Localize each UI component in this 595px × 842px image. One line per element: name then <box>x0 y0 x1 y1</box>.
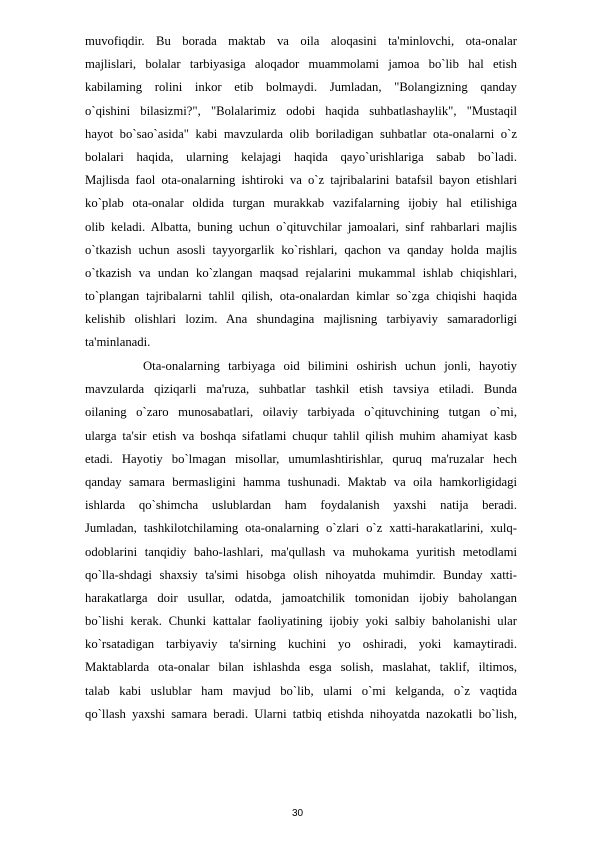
text-line: talab kabi uslublar ham mavjud bo`lib, ulami o`mi kelganda, o`z vaqtida <box>85 683 517 698</box>
text-line: o`tkazish va undan ko`zlangan maqsad rejalarini mukammal ishlab chiqishlari, <box>85 265 517 280</box>
text-line: ishlarda qo`shimcha uslublardan ham foydalanish yaxshi natija beradi. <box>85 498 517 513</box>
text-line: majlislari, bolalar tarbiyasiga aloqador muammolami jamoa bo`lib hal etish <box>85 57 517 72</box>
text-line: muvofiqdir. Bu borada maktab va oila aloqasini ta'minlovchi, ota-onalar <box>85 34 517 48</box>
text-line: qo`llash yaxshi samara beradi. Ularni tatbiq etishda nihoyatda nazokatli bo`lish, <box>85 706 517 721</box>
text-line: odoblarini tanqidiy baho-lashlari, ma'qullash va muhokama yuritish metodlami <box>85 544 517 559</box>
text-line: ko`rsatadigan tarbiyaviy ta'sirning kuchini yo oshiradi, yoki kamaytiradi. <box>85 637 517 652</box>
text-line: Ota-onalarning tarbiyaga oid bilimini oshirish uchun jonli, hayotiy <box>143 359 517 373</box>
text-line: bolalari haqida, ularning kelajagi haqida qayo`urishlariga sabab bo`ladi. <box>85 149 517 164</box>
text-line: kelishib olishlari lozim. Ana shundagina majlisning tarbiyaviy samaradorligi <box>85 312 517 327</box>
text-line: o`qishini bilasizmi?", "Bolalarimiz odobi haqida suhbatlashaylik", "Mustaqil <box>85 103 517 118</box>
text-line: olib keladi. Albatta, buning uchun o`qituvchilar jamoalari, sinf rahbarlari majlis <box>85 219 517 234</box>
text-line: o`tkazish uchun asosli tayyorgarlik ko`rishlari, qachon va qanday holda majlis <box>85 242 517 257</box>
text-line: Maktablarda ota-onalar bilan ishlashda esga solish, maslahat, taklif, iltimos, <box>85 660 517 675</box>
text-line: ko`plab ota-onalar oldida turgan murakkab vazifalarning ijobiy hal etilishiga <box>85 196 517 211</box>
text-line: hayot bo`sao`asida" kabi mavzularda olib boriladigan suhbatlar ota-onalarni o`z <box>85 126 517 141</box>
text-line: ta'minlanadi. <box>85 335 151 350</box>
text-line: oilaning o`zaro munosabatlari, oilaviy tarbiyada o`qituvchining tutgan o`mi, <box>85 405 517 420</box>
text-line: mavzularda qiziqarli ma'ruza, suhbatlar tashkil etish tavsiya etiladi. Bunda <box>85 382 517 397</box>
paragraph-1 <box>85 30 517 355</box>
text-line: bo`lishi kerak. Chunki kattalar faoliyatining ijobiy yoki salbiy baholanishi ular <box>85 614 517 629</box>
text-line: etadi. Hayotiy bo`lmagan misollar, umumlashtirishlar, quruq ma'ruzalar hech <box>85 451 517 466</box>
text-line: kabilaming rolini inkor etib bolmaydi. Jumladan, "Bolangizning qanday <box>85 80 517 95</box>
text-line: qo`lla-shdagi shaxsiy ta'simi hisobga olish nihoyatda muhimdir. Bunday xatti- <box>85 567 517 582</box>
text-line: harakatlarga doir usullar, odatda, jamoatchilik tomonidan ijobiy baholangan <box>85 590 517 605</box>
text-line: Jumladan, tashkilotchilaming ota-onalarning o`zlari o`z xatti-harakatlarini, xulq- <box>85 521 517 536</box>
text-line: to`plangan tajribalarni tahlil qilish, ota-onalardan kimlar so`zga chiqishi haqida <box>85 289 517 304</box>
page-number: 30 <box>291 808 304 819</box>
text-line: ularga ta'sir etish va boshqa sifatlami chuqur tahlil qilish muhim ahamiyat kasb <box>85 428 517 443</box>
text-line: qanday samara bermasligini hamma tushunadi. Maktab va oila hamkorligidagi <box>85 474 517 489</box>
paragraph-2 <box>85 355 517 726</box>
text-line: Majlisda faol ota-onalarning ishtiroki va o`z tajribalarini batafsil bayon etishlari <box>85 173 517 188</box>
